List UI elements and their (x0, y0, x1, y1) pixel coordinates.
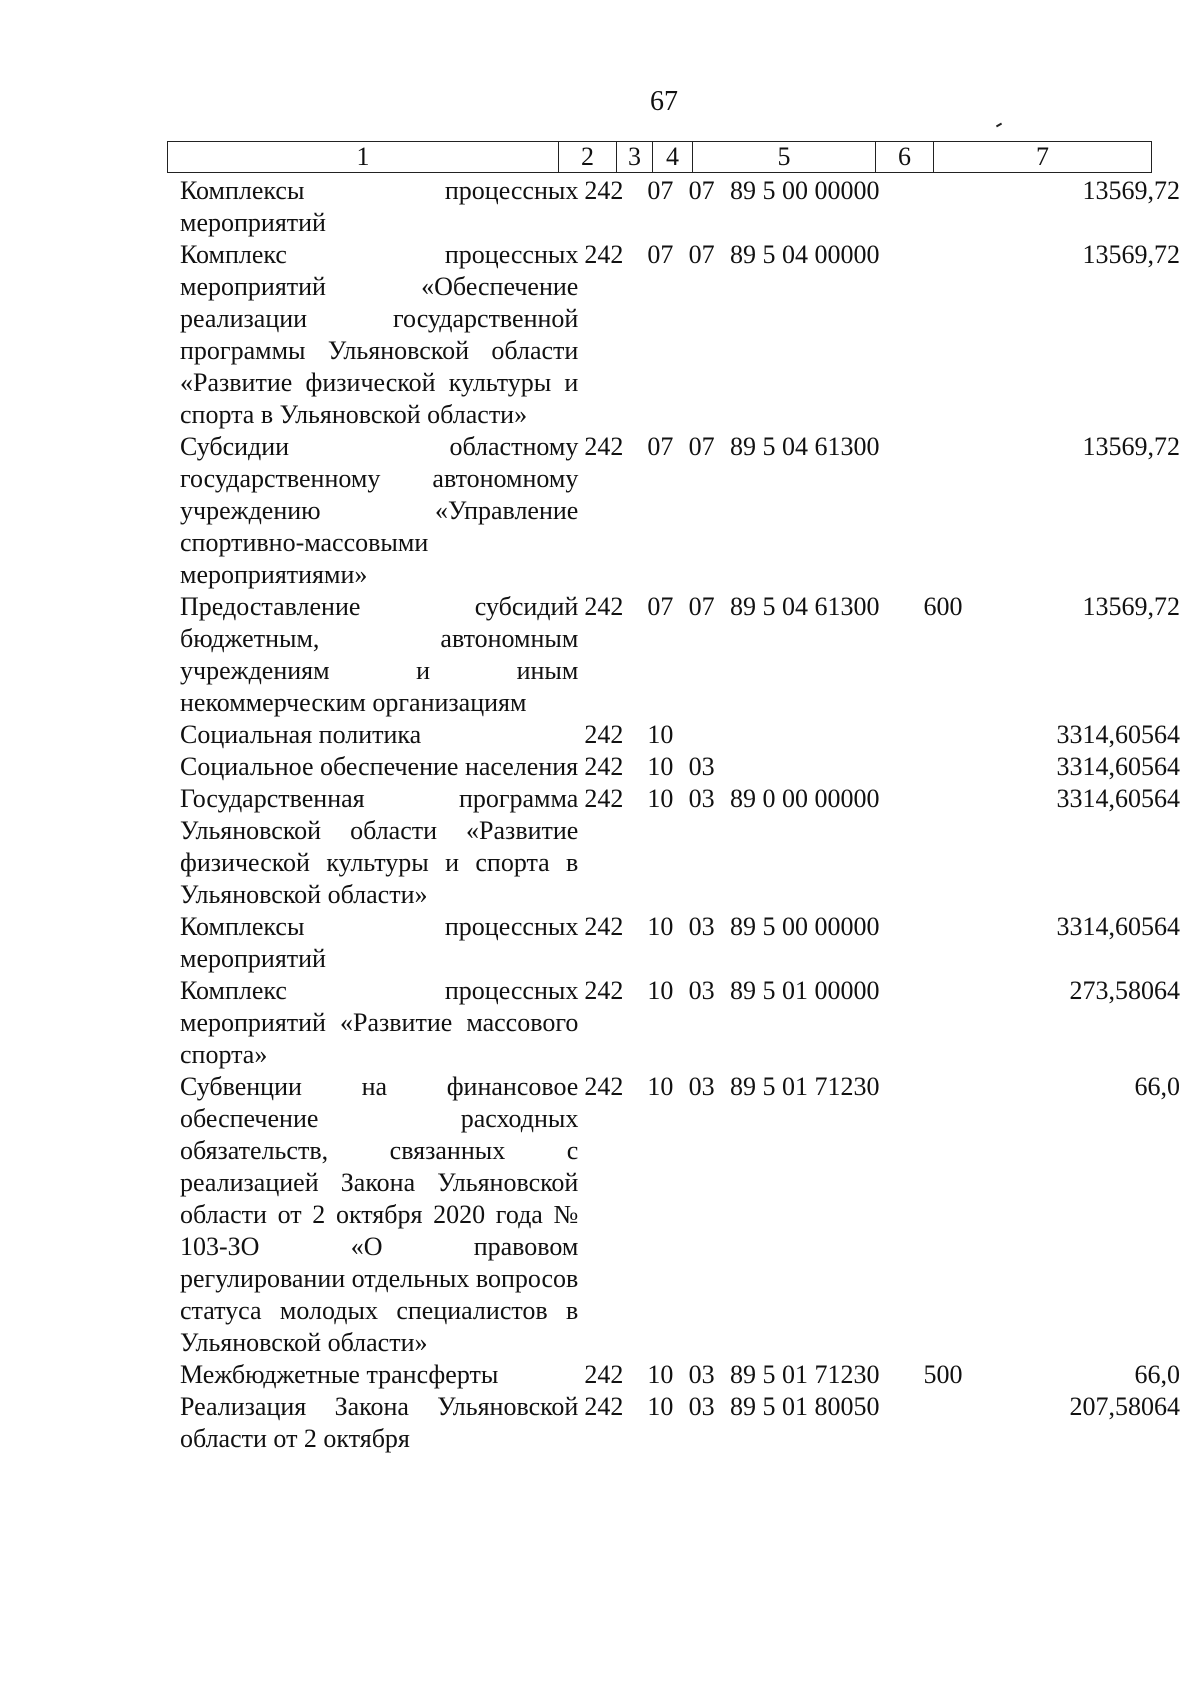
row-col-6: 600 (923, 592, 963, 621)
column-header-6: 6 (876, 142, 934, 173)
row-col-3: 07 (647, 432, 674, 461)
row-col-6 (923, 911, 977, 975)
row-col-3: 10 (647, 784, 674, 813)
row-col-5: 89 5 04 00000 (729, 240, 880, 269)
row-col-4: 03 (688, 912, 715, 941)
row-name: Социальное обеспечение населения (180, 752, 579, 781)
row-name: Комплекс процессных мероприятий «Развитие массового спорта» (180, 976, 579, 1069)
row-col-5 (730, 751, 923, 783)
row-col-6 (923, 751, 977, 783)
table-row (180, 975, 1180, 1071)
budget-table (180, 175, 1180, 1455)
table-row (180, 1391, 1180, 1455)
stray-mark (996, 123, 1002, 128)
row-col-6 (923, 783, 977, 911)
table-row (180, 719, 1180, 751)
column-header-5: 5 (693, 142, 876, 173)
row-name: Реализация Закона Ульяновской области от 2 октября (180, 1392, 579, 1453)
table-row (180, 751, 1180, 783)
row-name: Социальная политика (180, 720, 422, 749)
row-name: Субсидии областному государственному автономному учреждению «Управление спортивно-массовыми мероприятиями» (180, 432, 579, 589)
row-col-5: 89 5 00 00000 (729, 176, 880, 205)
row-col-6 (923, 1071, 977, 1359)
row-amount: 3314,60564 (1056, 912, 1180, 941)
row-col-3: 10 (647, 720, 674, 749)
row-col-6 (923, 719, 977, 751)
row-col-5: 89 5 04 61300 (729, 432, 880, 461)
table-row (180, 239, 1180, 431)
column-header-4: 4 (653, 142, 693, 173)
table-row (180, 1359, 1180, 1391)
column-header-1: 1 (168, 142, 559, 173)
row-col-3: 07 (647, 592, 674, 621)
row-col-4: 03 (688, 976, 715, 1005)
row-col-4 (689, 719, 730, 751)
row-col-2: 242 (584, 976, 624, 1005)
column-header-7: 7 (934, 142, 1152, 173)
row-col-3: 07 (647, 240, 674, 269)
row-col-4: 07 (688, 176, 715, 205)
row-col-6 (923, 175, 977, 239)
row-col-6: 500 (923, 1360, 963, 1389)
row-amount: 3314,60564 (1056, 784, 1180, 813)
row-col-6 (923, 975, 977, 1071)
row-amount: 66,0 (1134, 1360, 1180, 1389)
budget-table-body (180, 175, 1180, 1455)
row-col-3: 10 (647, 976, 674, 1005)
page-number: 67 (650, 86, 678, 117)
row-amount: 66,0 (1134, 1072, 1180, 1101)
row-col-5: 89 5 00 00000 (729, 912, 880, 941)
row-col-5: 89 5 01 71230 (729, 1360, 880, 1389)
row-col-2: 242 (584, 784, 624, 813)
table-row (180, 591, 1180, 719)
row-col-5: 89 5 01 80050 (729, 1392, 880, 1421)
table-row (180, 783, 1180, 911)
row-amount: 207,58064 (1069, 1392, 1180, 1421)
row-col-2: 242 (584, 1392, 624, 1421)
row-name: Комплексы процессных мероприятий (180, 176, 579, 237)
row-name: Субвенции на финансовое обеспечение расходных обязательств, связанных с реализацией Закона Ульяновской области от 2 октября 2020 года № 103-ЗО «О правовом регулировании отдельных вопросов статуса молодых специалистов в Ульяновской области» (180, 1072, 579, 1357)
table-row (180, 431, 1180, 591)
row-col-6 (923, 431, 977, 591)
row-name: Комплексы процессных мероприятий (180, 912, 579, 973)
row-name: Государственная программа Ульяновской области «Развитие физической культуры и спорта в Ульяновской области» (180, 784, 579, 909)
row-col-2: 242 (584, 240, 624, 269)
row-name: Комплекс процессных мероприятий «Обеспечение реализации государственной программы Ульяновской области «Развитие физической культуры и спорта в Ульяновской области» (180, 240, 579, 429)
row-col-4: 03 (688, 1072, 715, 1101)
row-col-5: 89 0 00 00000 (729, 784, 880, 813)
row-col-4: 07 (688, 240, 715, 269)
row-col-2: 242 (584, 1072, 624, 1101)
row-col-4: 03 (688, 1360, 715, 1389)
row-col-3: 10 (647, 912, 674, 941)
row-col-6 (923, 1391, 977, 1455)
row-col-2: 242 (584, 432, 624, 461)
row-col-2: 242 (584, 592, 624, 621)
row-col-5: 89 5 04 61300 (729, 592, 880, 621)
table-row (180, 175, 1180, 239)
row-amount: 3314,60564 (1056, 752, 1180, 781)
row-col-4: 03 (688, 1392, 715, 1421)
row-col-4: 03 (688, 752, 715, 781)
row-col-4: 03 (688, 784, 715, 813)
row-amount: 13569,72 (1082, 432, 1180, 461)
row-col-2: 242 (584, 720, 624, 749)
row-col-4: 07 (688, 592, 715, 621)
row-col-5 (730, 719, 923, 751)
row-amount: 13569,72 (1082, 240, 1180, 269)
row-col-5: 89 5 01 00000 (729, 976, 880, 1005)
table-row (180, 911, 1180, 975)
row-col-2: 242 (584, 752, 624, 781)
row-col-2: 242 (584, 912, 624, 941)
column-header-row (168, 142, 1152, 173)
column-header-3: 3 (617, 142, 653, 173)
row-col-2: 242 (584, 176, 624, 205)
row-amount: 273,58064 (1069, 976, 1180, 1005)
row-amount: 3314,60564 (1056, 720, 1180, 749)
table-row (180, 1071, 1180, 1359)
row-name: Межбюджетные трансферты (180, 1360, 499, 1389)
row-col-3: 10 (647, 1360, 674, 1389)
row-col-3: 07 (647, 176, 674, 205)
column-header-2: 2 (559, 142, 617, 173)
row-amount: 13569,72 (1082, 592, 1180, 621)
row-col-6 (923, 239, 977, 431)
row-amount: 13569,72 (1082, 176, 1180, 205)
column-header-table (167, 141, 1152, 173)
row-col-2: 242 (584, 1360, 624, 1389)
row-col-4: 07 (688, 432, 715, 461)
row-name: Предоставление субсидий бюджетным, автономным учреждениям и иным некоммерческим организациям (180, 592, 579, 717)
row-col-3: 10 (647, 752, 674, 781)
row-col-5: 89 5 01 71230 (729, 1072, 880, 1101)
row-col-3: 10 (647, 1392, 674, 1421)
row-col-3: 10 (647, 1072, 674, 1101)
